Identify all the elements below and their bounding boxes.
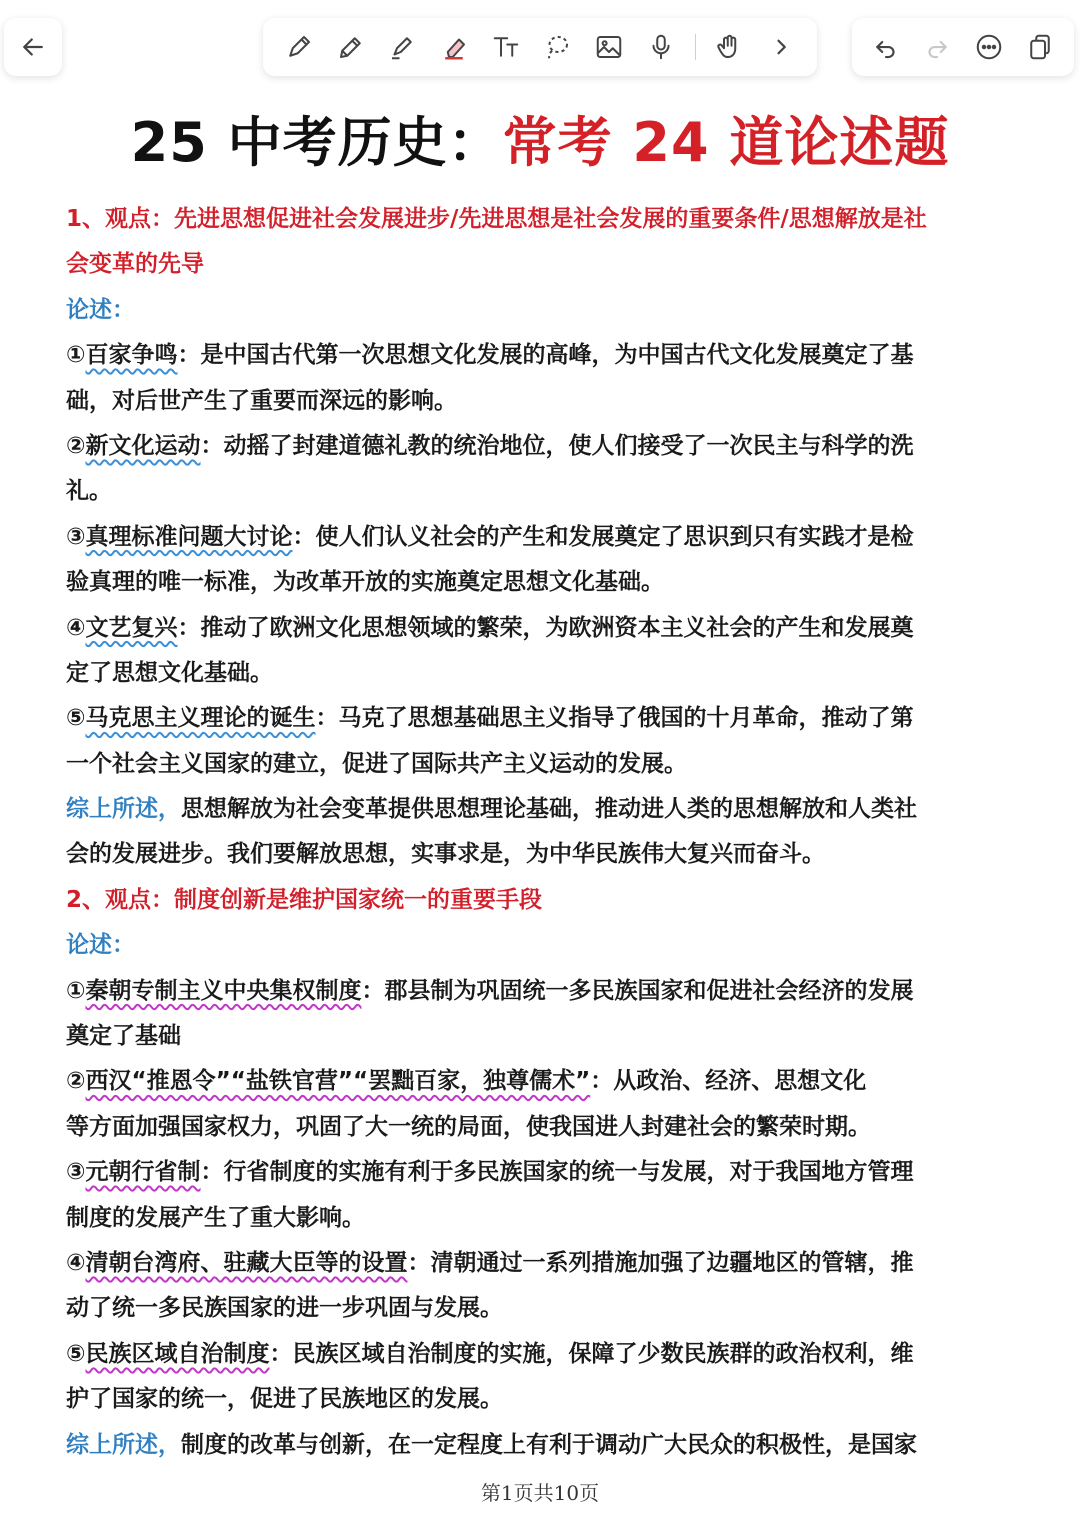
section1-viewpoint-cont: 会变革的先导 (66, 251, 204, 278)
item-text: ：从政治、经济、思想文化 (590, 1068, 867, 1095)
item-number: ③ (66, 523, 86, 550)
section2-item-1 (66, 969, 1016, 1014)
section1-item-1-cont: 础，对后世产生了重要而深远的影响。 (66, 387, 457, 414)
document-content (66, 197, 1016, 1468)
text-icon[interactable] (488, 29, 524, 65)
summary-text: 制度的改革与创新，在一定程度上有利于调动广大民众的积极性，是国家 (181, 1431, 917, 1458)
section2-item-2 (66, 1059, 1016, 1104)
section2-item-4-cont: 动了统一多民族国家的进一步巩固与发展。 (66, 1295, 503, 1322)
section1-item-2-cont: 礼。 (66, 478, 112, 505)
section2-item-5 (66, 1332, 1016, 1377)
section1-item-4-cont: 定了思想文化基础。 (66, 659, 273, 686)
back-button[interactable] (4, 18, 62, 76)
item-keyword: 文艺复兴 (85, 614, 178, 641)
item-number: ① (66, 977, 86, 1004)
pen-icon[interactable] (281, 29, 317, 65)
item-text: ：马克了思想基础思主义指导了俄国的十月革命，推动了第 (315, 705, 914, 732)
highlighter-icon[interactable] (384, 29, 420, 65)
item-keyword: 真理标准问题大讨论 (85, 523, 293, 550)
section1-lunshu-label: 论述： (66, 296, 135, 323)
item-keyword: 清朝台湾府、驻藏大臣等的设置 (85, 1249, 408, 1276)
item-number: ② (66, 1068, 86, 1095)
section1-item-1 (66, 333, 1016, 378)
eraser-icon[interactable] (436, 29, 472, 65)
summary-text: 思想解放为社会变革提供思想理论基础，推动进人类的思想解放和人类社 (181, 796, 917, 823)
item-number: ② (66, 432, 86, 459)
item-keyword: 新文化运动 (85, 432, 201, 459)
pencil-icon[interactable] (333, 29, 369, 65)
section2-item-1-cont: 奠定了基础 (66, 1023, 181, 1050)
chevron-right-icon[interactable] (763, 29, 799, 65)
redo-icon[interactable] (919, 29, 955, 65)
section1-viewpoint: 1、观点：先进思想促进社会发展进步/先进思想是社会发展的重要条件/思想解放是社 (66, 206, 927, 232)
section2-item-2-cont: 等方面加强国家权力，巩固了大一统的局面，使我国进人封建社会的繁荣时期。 (66, 1113, 871, 1140)
section1-summary (66, 787, 1016, 832)
section1-item-2 (66, 424, 1016, 469)
section2-item-4 (66, 1241, 1016, 1286)
item-text: ：郡县制为巩固统一多民族国家和促进社会经济的发展 (361, 977, 914, 1004)
section2-item-3 (66, 1150, 1016, 1195)
arrow-left-icon (15, 29, 51, 65)
mic-icon[interactable] (643, 29, 679, 65)
section1-item-5 (66, 696, 1016, 741)
item-keyword: 秦朝专制主义中央集权制度 (85, 977, 362, 1004)
more-icon[interactable] (971, 29, 1007, 65)
undo-icon[interactable] (868, 29, 904, 65)
section1-item-4 (66, 606, 1016, 651)
section2-summary (66, 1423, 1016, 1468)
section1-item-3-cont: 验真理的唯一标准，为改革开放的实施奠定思想文化基础。 (66, 569, 664, 596)
toolbar (0, 18, 1080, 80)
image-icon[interactable] (591, 29, 627, 65)
title-prefix: 25 中考历史： (130, 111, 503, 174)
item-keyword: 西汉“推恩令”“盐铁官营”“罢黜百家，独尊儒术” (85, 1068, 591, 1095)
item-number: ⑤ (66, 705, 86, 732)
item-text: ：动摇了封建道德礼教的统治地位，使人们接受了一次民主与科学的洗 (200, 432, 914, 459)
item-keyword: 民族区域自治制度 (85, 1340, 270, 1367)
item-number: ④ (66, 614, 86, 641)
section2-item-5-cont: 护了国家的统一，促进了民族地区的发展。 (66, 1386, 503, 1413)
lasso-icon[interactable] (539, 29, 575, 65)
item-text: ：使人们认义社会的产生和发展奠定了思识到只有实践才是检 (292, 523, 914, 550)
item-text: ：行省制度的实施有利于多民族国家的统一与发展，对于我国地方管理 (200, 1159, 914, 1186)
section1-summary-cont: 会的发展进步。我们要解放思想，实事求是，为中华民族伟大复兴而奋斗。 (66, 841, 825, 868)
item-text: ：推动了欧洲文化思想领域的繁荣，为欧洲资本主义社会的产生和发展奠 (177, 614, 914, 641)
section1-item-5-cont: 一个社会主义国家的建立，促进了国际共产主义运动的发展。 (66, 750, 687, 777)
title-highlight: 常考 24 道论述题 (502, 111, 950, 174)
item-keyword: 百家争鸣 (85, 342, 178, 369)
item-text: ：清朝通过一系列措施加强了边疆地区的管辖，推 (407, 1249, 914, 1276)
page-title (0, 100, 1080, 177)
toolbar-divider (695, 34, 696, 60)
drawing-tools (263, 18, 817, 76)
section2-viewpoint: 2、观点：制度创新是维护国家统一的重要手段 (66, 886, 543, 913)
page-indicator: 第1页共10页 (480, 1481, 600, 1505)
summary-label: 综上所述， (66, 796, 181, 823)
summary-label: 综上所述， (66, 1431, 181, 1458)
section2-lunshu-label: 论述： (66, 932, 135, 959)
section2-item-3-cont: 制度的发展产生了重大影响。 (66, 1204, 365, 1231)
item-number: ③ (66, 1159, 86, 1186)
hand-icon[interactable] (711, 29, 747, 65)
item-text: ：民族区域自治制度的实施，保障了少数民族群的政治权利，维 (269, 1340, 914, 1367)
item-keyword: 马克思主义理论的诞生 (85, 705, 316, 732)
document-actions (852, 18, 1074, 76)
item-number: ① (66, 342, 86, 369)
item-number: ④ (66, 1249, 86, 1276)
item-number: ⑤ (66, 1340, 86, 1367)
item-keyword: 元朝行省制 (85, 1159, 201, 1186)
item-text: ：是中国古代第一次思想文化发展的高峰，为中国古代文化发展奠定了基 (177, 342, 914, 369)
section1-item-3 (66, 515, 1016, 560)
pages-icon[interactable] (1022, 29, 1058, 65)
